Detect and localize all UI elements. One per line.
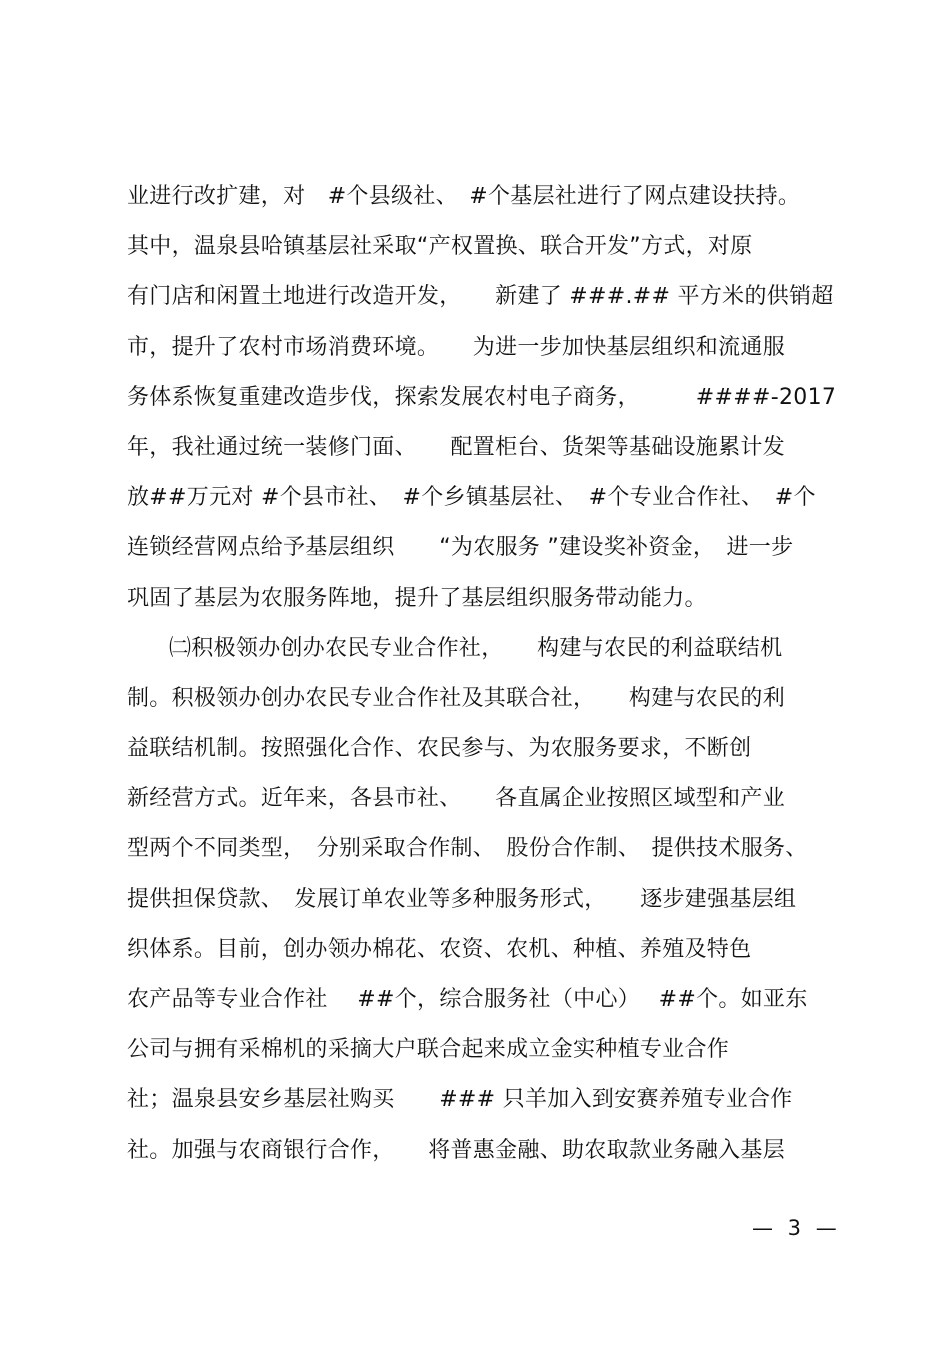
text-line: 连锁经营网点给予基层组织 “为农服务 ”建设奖补资金， 进一步 [127,535,794,561]
section-heading-line: ㈡积极领办创办农民专业合作社， 构建与农民的利益联结机 [169,635,783,661]
text-line: 其中，温泉县哈镇基层社采取“产权置换、联合开发”方式，对原 [127,234,753,260]
text-line: 社；温泉县安乡基层社购买 ### 只羊加入到安赛养殖专业合作 [127,1087,793,1113]
text-line: 有门店和闲置土地进行改造开发， 新建了 ###.## 平方米的供销超 [127,284,834,310]
text-line: 益联结机制。按照强化合作、农民参与、为农服务要求，不断创 [127,736,752,762]
text-line: 制。积极领办创办农民专业合作社及其联合社， 构建与农民的利 [127,685,786,711]
text-line: 务体系恢复重建改造步伐，探索发展农村电子商务， ####-2017 [127,384,837,410]
text-line: 新经营方式。近年来，各县市社、 各直属企业按照区域型和产业 [127,786,786,812]
body-text [127,176,847,1180]
text-line: 提供担保贷款、 发展订单农业等多种服务形式， 逐步建强基层组 [127,886,797,912]
text-line: 农产品等专业合作社 ##个，综合服务社（中心） ##个。如亚东 [127,987,808,1012]
text-line: 社。加强与农商银行合作， 将普惠金融、助农取款业务融入基层 [127,1137,786,1163]
text-line: 业进行改扩建，对 #个县级社、 #个基层社进行了网点建设扶持。 [127,184,801,209]
text-line: 织体系。目前，创办领办棉花、农资、农机、种植、养殖及特色 [127,936,752,962]
text-line: 巩固了基层为农服务阵地，提升了基层组织服务带动能力。 [127,585,707,611]
page-number: — 3 — [752,1216,841,1240]
text-line: 市，提升了农村市场消费环境。 为进一步加快基层组织和流通服 [127,334,786,360]
text-line: 放##万元对 #个县市社、 #个乡镇基层社、 #个专业合作社、 #个 [127,485,816,511]
text-line: 型两个不同类型， 分别采取合作制、 股份合作制、 提供技术服务、 [127,836,808,862]
text-line: 年，我社通过统一装修门面、 配置柜台、货架等基础设施累计发 [127,434,786,460]
text-line: 公司与拥有采棉机的采摘大户联合起来成立金实种植专业合作 [127,1037,730,1063]
